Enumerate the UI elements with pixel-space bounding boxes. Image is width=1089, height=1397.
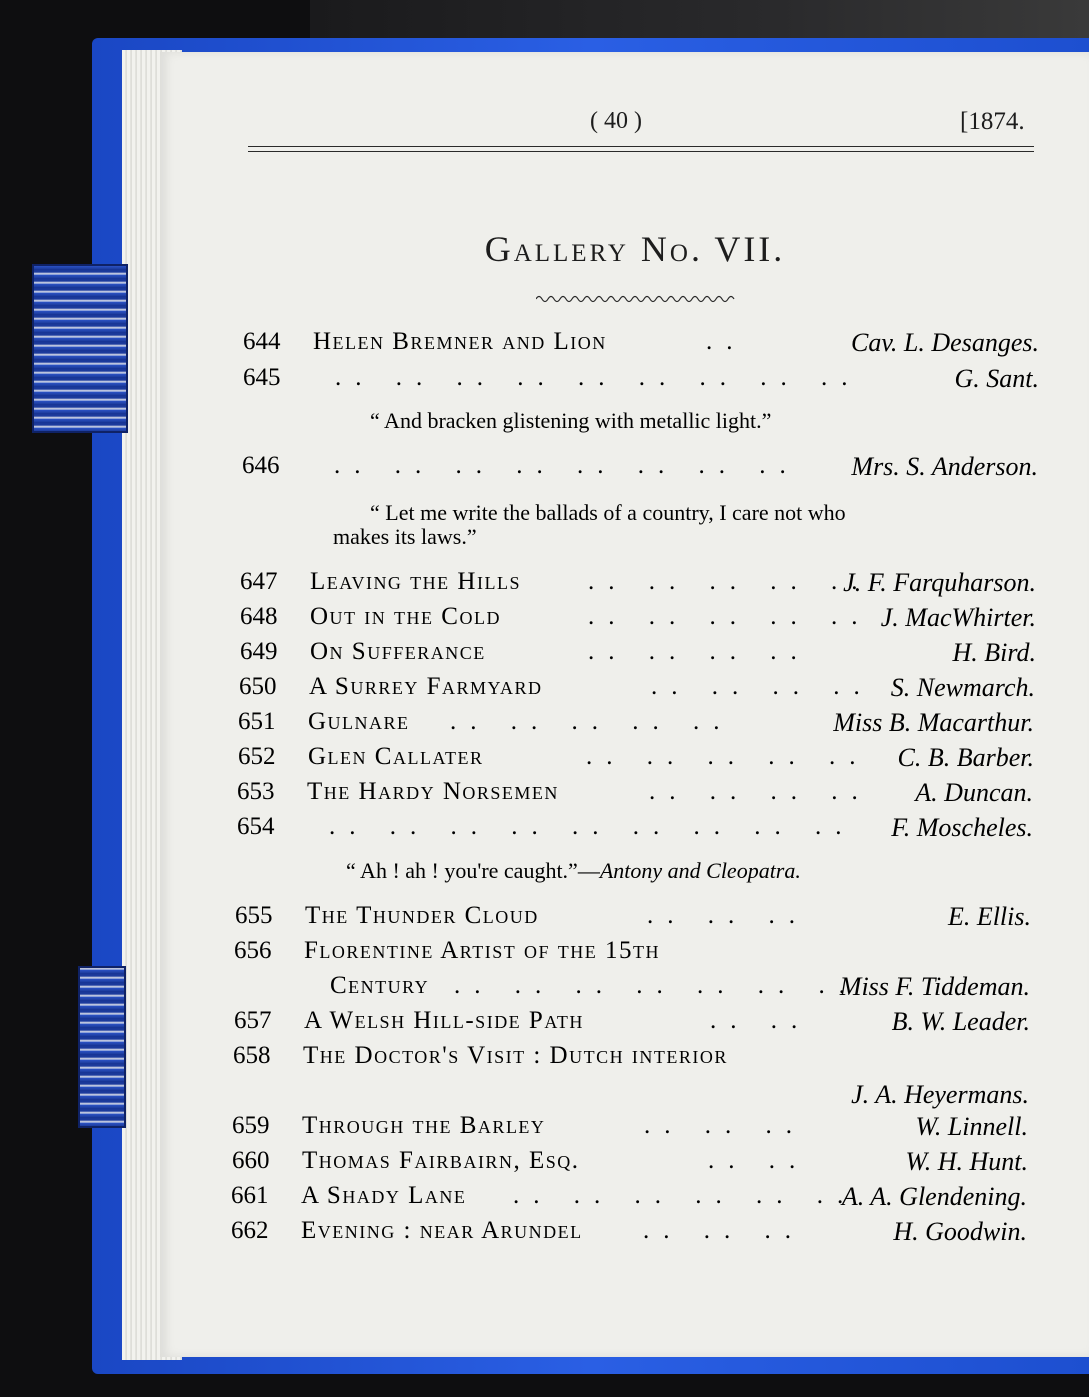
page-number: ( 40 ) bbox=[590, 108, 642, 134]
leader-dots: .. .. .. .. .. bbox=[586, 743, 870, 770]
entry-648 bbox=[240, 603, 1040, 639]
entry-artist: W. H. Hunt. bbox=[905, 1147, 1028, 1176]
entry-artist: C. B. Barber. bbox=[897, 743, 1034, 772]
entry-artist: F. Moscheles. bbox=[891, 813, 1033, 842]
entry-title: Glen Callater bbox=[308, 743, 484, 770]
quote-654 bbox=[346, 858, 801, 884]
entry-656-continued bbox=[234, 972, 1034, 1008]
entry-number: 656 bbox=[234, 937, 272, 964]
gallery-title: Gallery No. VII. bbox=[484, 229, 786, 269]
quote-645: “ And bracken glistening with metallic light.” bbox=[370, 408, 772, 433]
leader-dots: .. .. .. .. bbox=[588, 638, 811, 665]
entry-number: 659 bbox=[232, 1112, 270, 1139]
entry-number: 646 bbox=[242, 452, 280, 479]
entry-title: Evening : near Arundel bbox=[301, 1217, 583, 1244]
quote-654-source: Antony and Cleopatra. bbox=[599, 858, 801, 883]
leader-dots: .. .. .. .. .. .. .. .. .. bbox=[335, 364, 862, 391]
leader-dots: .. .. .. .. .. .. .. bbox=[454, 972, 859, 999]
entry-artist: J. A. Heyermans. bbox=[851, 1080, 1029, 1109]
entry-659 bbox=[232, 1112, 1032, 1148]
entry-artist: A. A. Glendening. bbox=[841, 1182, 1027, 1211]
entry-artist: E. Ellis. bbox=[947, 902, 1031, 931]
leader-dots: .. .. .. bbox=[643, 1217, 805, 1244]
entry-title: On Sufferance bbox=[310, 638, 486, 665]
page-tab-bottom bbox=[78, 966, 126, 1128]
entry-652 bbox=[238, 743, 1038, 779]
entry-650 bbox=[239, 673, 1039, 709]
entry-number: 650 bbox=[239, 673, 277, 700]
leader-dots: .. .. bbox=[708, 1147, 810, 1174]
quote-646-line1: “ Let me write the ballads of a country, I care not who bbox=[370, 500, 846, 525]
entry-title: A Welsh Hill-side Path bbox=[304, 1007, 584, 1034]
leader-dots: .. .. .. .. bbox=[651, 673, 874, 700]
entry-artist: G. Sant. bbox=[954, 364, 1039, 393]
entry-artist: J. MacWhirter. bbox=[880, 603, 1036, 632]
entry-654 bbox=[237, 813, 1037, 849]
entry-660 bbox=[232, 1147, 1032, 1183]
entry-artist: W. Linnell. bbox=[915, 1112, 1028, 1141]
entry-artist: Miss F. Tiddeman. bbox=[839, 972, 1030, 1001]
entry-661 bbox=[231, 1182, 1031, 1218]
entry-number: 657 bbox=[234, 1007, 272, 1034]
leader-dots: .. .. .. .. .. .. .. .. .. bbox=[329, 813, 856, 840]
entry-number: 660 bbox=[232, 1147, 270, 1174]
entry-number: 644 bbox=[243, 328, 281, 355]
entry-artist: Mrs. S. Anderson. bbox=[851, 452, 1038, 481]
entry-646 bbox=[242, 452, 1042, 488]
page-tab-top bbox=[32, 264, 128, 433]
entry-number: 661 bbox=[231, 1182, 269, 1209]
entry-title: Through the Barley bbox=[302, 1112, 546, 1139]
entry-number: 648 bbox=[240, 603, 278, 630]
entry-number: 655 bbox=[235, 902, 273, 929]
entry-656 bbox=[234, 937, 1034, 973]
leader-dots: .. .. .. bbox=[647, 902, 809, 929]
entry-number: 652 bbox=[238, 743, 276, 770]
entry-artist: Miss B. Macarthur. bbox=[833, 708, 1034, 737]
quote-654-text: “ Ah ! ah ! you're caught.”— bbox=[346, 858, 600, 883]
entry-artist: A. Duncan. bbox=[915, 778, 1033, 807]
header-rule-second bbox=[248, 151, 1034, 152]
entry-title: The Doctor's Visit : Dutch interior bbox=[303, 1042, 728, 1069]
entry-662 bbox=[231, 1217, 1031, 1253]
entry-657 bbox=[234, 1007, 1034, 1043]
entry-title: Florentine Artist of the 15th bbox=[304, 937, 660, 964]
entry-title: Century bbox=[330, 972, 430, 999]
entry-title: Thomas Fairbairn, Esq. bbox=[302, 1147, 580, 1174]
entry-artist: S. Newmarch. bbox=[890, 673, 1035, 702]
entry-artist: J. F. Farquharson. bbox=[843, 568, 1036, 597]
background-top-right bbox=[310, 0, 1089, 40]
entry-number: 658 bbox=[233, 1042, 271, 1069]
entry-number: 653 bbox=[237, 778, 275, 805]
entry-number: 649 bbox=[240, 638, 278, 665]
entry-651 bbox=[238, 708, 1038, 744]
entry-artist: B. W. Leader. bbox=[891, 1007, 1030, 1036]
entry-658-artist bbox=[233, 1080, 1033, 1116]
entry-title: The Thunder Cloud bbox=[305, 902, 539, 929]
page-year: [1874. bbox=[960, 108, 1025, 135]
entry-title: The Hardy Norsemen bbox=[307, 778, 559, 805]
leader-dots: .. .. bbox=[710, 1007, 812, 1034]
leader-dots: .. .. .. .. .. bbox=[450, 708, 734, 735]
entry-655 bbox=[235, 902, 1035, 938]
entry-title: Out in the Cold bbox=[310, 603, 501, 630]
entry-title: A Surrey Farmyard bbox=[309, 673, 543, 700]
entry-artist: H. Bird. bbox=[952, 638, 1036, 667]
wavy-ornament bbox=[536, 292, 736, 306]
entry-658 bbox=[233, 1042, 1033, 1078]
entry-artist: Cav. L. Desanges. bbox=[850, 328, 1039, 357]
entry-645 bbox=[243, 364, 1043, 400]
entry-649 bbox=[240, 638, 1040, 674]
header-rule bbox=[248, 146, 1034, 147]
leader-dots: .. bbox=[706, 328, 747, 355]
quote-646-line2: makes its laws.” bbox=[333, 524, 477, 549]
entry-title: Gulnare bbox=[308, 708, 410, 735]
entry-number: 645 bbox=[243, 364, 281, 391]
entry-644 bbox=[243, 328, 1043, 364]
leader-dots: .. .. .. bbox=[644, 1112, 806, 1139]
leader-dots: .. .. .. .. .. bbox=[588, 603, 872, 630]
entry-number: 654 bbox=[237, 813, 275, 840]
entry-647 bbox=[240, 568, 1040, 604]
entry-number: 647 bbox=[240, 568, 278, 595]
entry-artist: H. Goodwin. bbox=[893, 1217, 1027, 1246]
leader-dots: .. .. .. .. bbox=[649, 778, 872, 805]
entry-title: A Shady Lane bbox=[301, 1182, 467, 1209]
entry-number: 662 bbox=[231, 1217, 269, 1244]
leader-dots: .. .. .. .. .. .. .. .. bbox=[334, 452, 800, 479]
entry-title: Helen Bremner and Lion bbox=[313, 328, 607, 355]
entry-number: 651 bbox=[238, 708, 276, 735]
entry-653 bbox=[237, 778, 1037, 814]
entry-title: Leaving the Hills bbox=[310, 568, 521, 595]
leader-dots: .. .. .. .. .. bbox=[588, 568, 872, 595]
leader-dots: .. .. .. .. .. .. bbox=[513, 1182, 858, 1209]
